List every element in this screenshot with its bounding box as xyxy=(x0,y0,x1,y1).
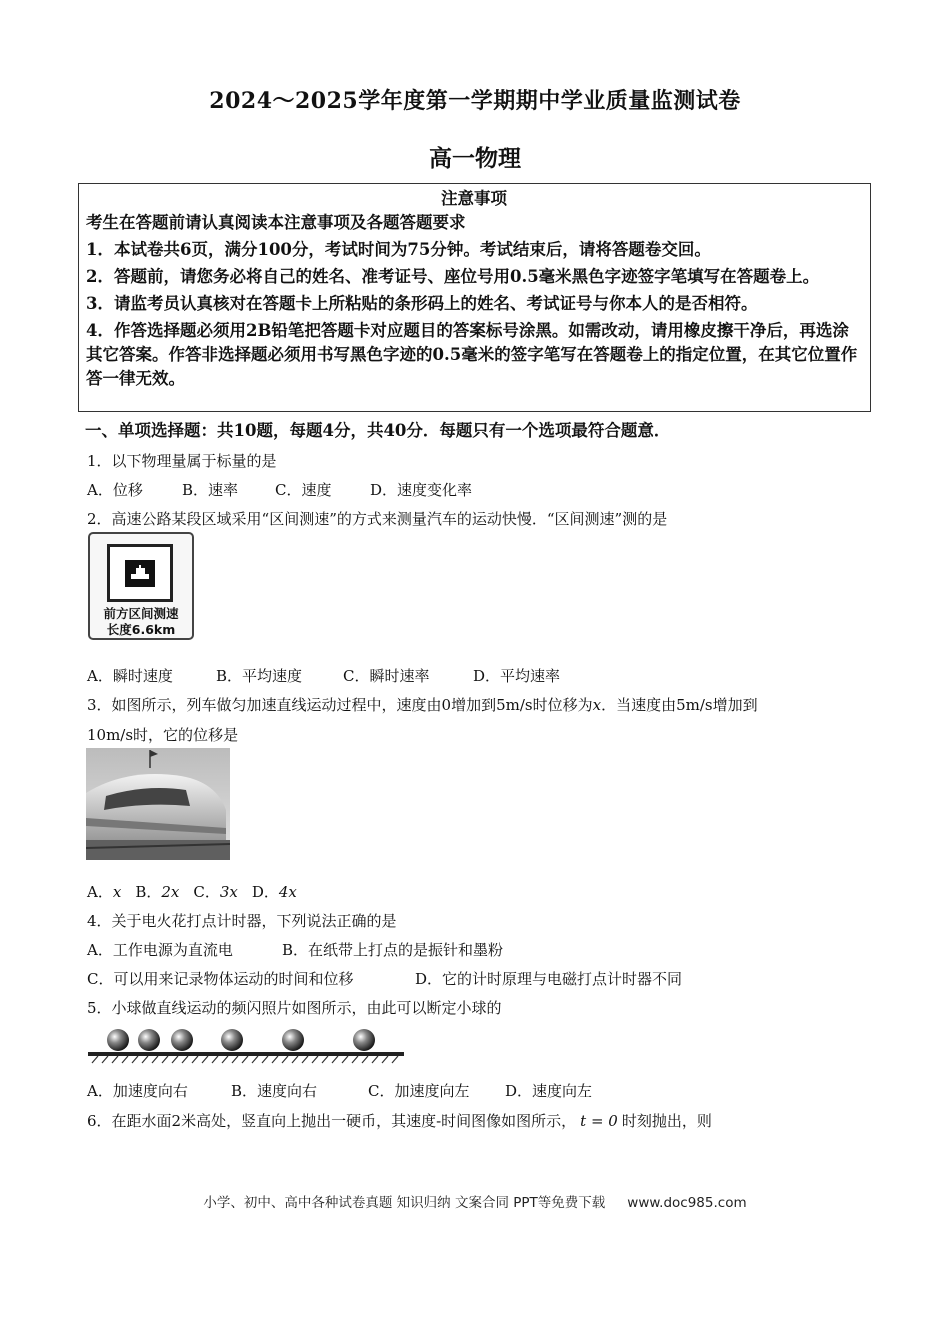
q2-options xyxy=(87,665,560,686)
q1-option-d: D．速度变化率 xyxy=(370,481,473,499)
exam-subject: 高一物理 xyxy=(429,145,521,172)
notice-intro: 考生在答题前请认真阅读本注意事项及各题答题要求 xyxy=(86,213,466,232)
q3-option-d-label: D． xyxy=(251,883,279,901)
notice-item-3: 3．请监考员认真核对在答题卡上所粘贴的条形码上的姓名、考试证号与你本人的是否相符。 xyxy=(86,294,758,313)
q3-option-c-label: C． xyxy=(193,883,220,901)
q3-option-b: 2x xyxy=(161,883,180,901)
q1-stem: 1．以下物理量属于标量的是 xyxy=(87,452,277,470)
q2-stem: 2．高速公路某段区域采用“区间测速”的方式来测量汽车的运动快慢．“区间测速”测的是 xyxy=(87,510,668,528)
q4-stem: 4．关于电火花打点计时器，下列说法正确的是 xyxy=(87,912,397,930)
sign-text-line2: 长度6.6km xyxy=(106,622,176,637)
q1-options xyxy=(87,479,472,500)
notice-item-1: 1．本试卷共6页，满分100分，考试时间为75分钟。考试结束后，请将答题卷交回。 xyxy=(86,240,711,259)
notice-item-2: 2．答题前，请您务必将自己的姓名、准考证号、座位号用0.5毫米黑色字迹签字笔填写在答题卷上。 xyxy=(86,267,820,286)
page-footer xyxy=(0,1191,950,1211)
footer-text: 小学、初中、高中各种试卷真题 知识归纳 文案合同 PPT等免费下载 xyxy=(203,1195,606,1211)
q5-stem: 5．小球做直线运动的频闪照片如图所示，由此可以断定小球的 xyxy=(87,999,502,1017)
q2-option-b: B．平均速度 xyxy=(216,667,303,685)
speed-zone-sign-image xyxy=(88,532,194,640)
q3-option-d: 4x xyxy=(278,883,297,901)
q3-option-a-label: A． xyxy=(87,883,113,901)
q3-stem-line1 xyxy=(87,694,758,715)
q3-stem-line2: 10m/s时，它的位移是 xyxy=(87,726,239,744)
q3-var-x: x xyxy=(592,696,602,714)
q3-stem-post: ．当速度由5m/s增加到 xyxy=(601,696,758,714)
car-icon xyxy=(125,560,155,587)
q3-option-b-label: B． xyxy=(135,883,162,901)
q1-option-b: B．速率 xyxy=(182,481,239,499)
train-photo-image xyxy=(86,748,230,860)
strobe-photo-balls-image xyxy=(88,1024,404,1064)
q3-stem-pre: 3．如图所示，列车做匀加速直线运动过程中，速度由0增加到5m/s时位移为 xyxy=(87,696,593,714)
q6-formula: t = 0 xyxy=(580,1112,618,1130)
q5-option-c: C．加速度向左 xyxy=(368,1082,470,1100)
q5-option-d: D．速度向左 xyxy=(505,1082,593,1100)
q3-option-a: x xyxy=(112,883,122,901)
q6-stem-pre: 6．在距水面2米高处，竖直向上抛出一硬币，其速度-时间图像如图所示， xyxy=(87,1112,577,1130)
q1-option-a: A．位移 xyxy=(87,481,143,499)
sign-text-line1: 前方区间测速 xyxy=(103,606,179,621)
q4-option-c: C．可以用来记录物体运动的时间和位移 xyxy=(87,970,354,988)
q4-option-b: B．在纸带上打点的是振针和墨粉 xyxy=(282,941,504,959)
notice-item-4: 4．作答选择题必须用2B铅笔把答题卡对应题目的答案标号涂黑。如需改动，请用橡皮擦干净后，再选涂其它答案。作答非选择题必须用书写黑色字迹的0.5毫米的签字笔写在答题卷上的指定位置，在其它位置作答一律无效。 xyxy=(86,321,858,388)
q4-option-d: D．它的计时原理与电磁打点计时器不同 xyxy=(415,970,683,988)
notice-box xyxy=(78,183,871,412)
notice-heading: 注意事项 xyxy=(441,189,507,208)
q3-option-c: 3x xyxy=(219,883,238,901)
q2-option-d: D．平均速率 xyxy=(473,667,561,685)
q4-options-row1 xyxy=(87,939,503,960)
q5-options xyxy=(87,1080,592,1101)
q5-option-b: B．速度向右 xyxy=(231,1082,318,1100)
q5-option-a: A．加速度向右 xyxy=(87,1082,188,1100)
q4-options-row2 xyxy=(87,968,682,989)
q2-option-c: C．瞬时速率 xyxy=(343,667,430,685)
q4-option-a: A．工作电源为直流电 xyxy=(87,941,233,959)
footer-url[interactable]: www.doc985.com xyxy=(627,1195,747,1211)
q3-options xyxy=(87,881,297,902)
q1-option-c: C．速度 xyxy=(275,481,332,499)
q6-stem xyxy=(87,1110,712,1131)
section-title: 一、单项选择题：共10题，每题4分，共40分．每题只有一个选项最符合题意． xyxy=(85,421,671,440)
sign-frame xyxy=(107,544,173,602)
exam-title: 2024～2025学年度第一学期期中学业质量监测试卷 xyxy=(209,88,741,114)
q2-option-a: A．瞬时速度 xyxy=(87,667,173,685)
q6-stem-post: 时刻抛出，则 xyxy=(621,1112,712,1130)
